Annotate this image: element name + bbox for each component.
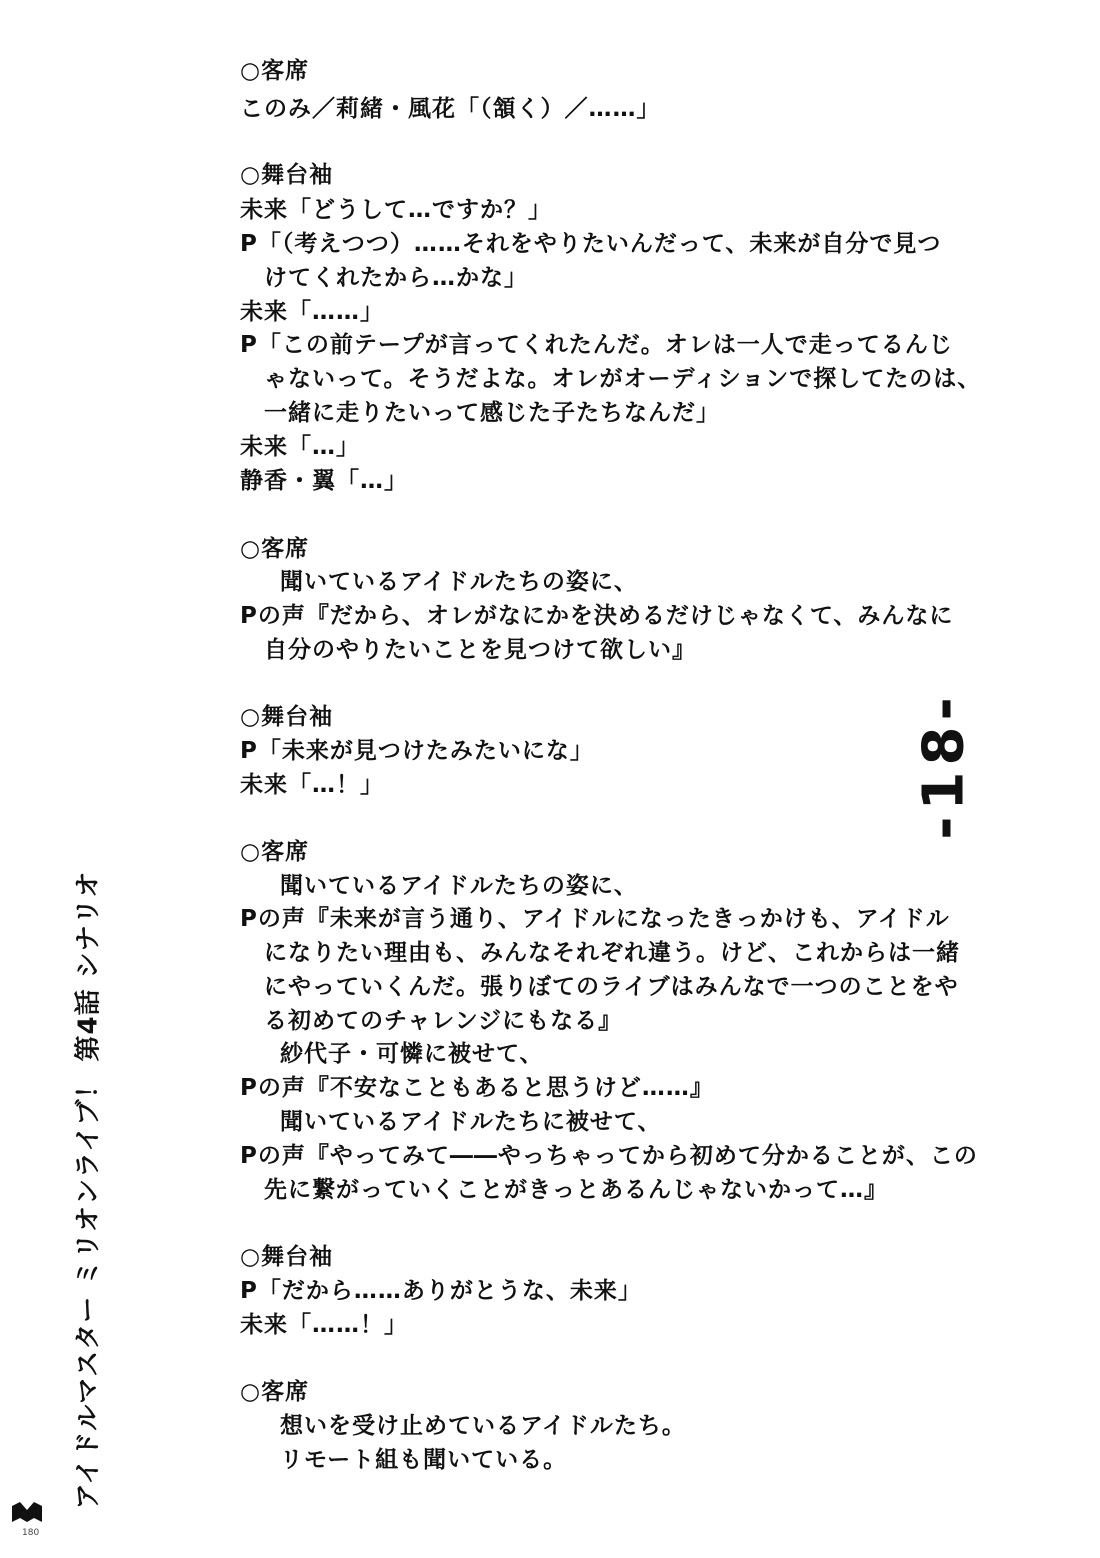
dialogue-line: P「未来が見つけたみたいにな」 — [240, 738, 594, 764]
dialogue-continuation: 自分のやりたいことを見つけて欲しい』 — [264, 637, 696, 663]
scene-heading: ○客席 — [240, 58, 310, 84]
dialogue-line: P「だから……ありがとうな、未来」 — [240, 1278, 642, 1304]
scene-heading: ○舞台袖 — [240, 1244, 334, 1270]
running-title — [56, 870, 116, 1510]
dialogue-line: P「この前テープが言ってくれたんだ。オレは一人で走ってるんじ — [240, 332, 953, 358]
dialogue-line: 静香・翼「…」 — [240, 468, 408, 494]
dialogue-line: P「（考えつつ）……それをやりたいんだって、未来が自分で見つ — [240, 231, 942, 257]
dialogue-line: Pの声『やってみて――やっちゃってから初めて分かることが、この — [240, 1143, 978, 1169]
series-title: アイドルマスター ミリオンライブ！ 第4話 シナリオ — [73, 870, 104, 1510]
dialogue-continuation: 先に繋がっていくことがきっとあるんじゃないかって…』 — [264, 1177, 888, 1203]
scene-heading: ○舞台袖 — [240, 704, 334, 730]
stage-direction: 聞いているアイドルたちの姿に、 — [280, 569, 638, 595]
stage-direction: 想いを受け止めているアイドルたち。 — [280, 1413, 686, 1439]
dialogue-line: 未来「……」 — [240, 299, 384, 325]
scene-heading: ○客席 — [240, 536, 310, 562]
dialogue-line: Pの声『だから、オレがなにかを決めるだけじゃなくて、みんなに — [240, 603, 954, 629]
dialogue-line: Pの声『未来が言う通り、アイドルになったきっかけも、アイドル — [240, 906, 950, 932]
dialogue-line: 未来「…！」 — [240, 772, 384, 798]
corner-logo-icon — [10, 1500, 44, 1528]
dialogue-line: Pの声『不安なこともあると思うけど……』 — [240, 1075, 714, 1101]
dialogue-continuation: にやっていくんだ。張りぼてのライブはみんなで一つのことをや — [264, 974, 959, 1000]
dialogue-continuation: 一緒に走りたいって感じた子たちなんだ」 — [264, 400, 720, 426]
dialogue-continuation: けてくれたから…かな」 — [264, 265, 528, 291]
dialogue-continuation: になりたい理由も、みんなそれぞれ違う。けど、これからは一緒 — [264, 940, 960, 966]
page-number — [904, 690, 984, 840]
corner-page-mark: 180 — [22, 1528, 40, 1538]
stage-direction: 聞いているアイドルたちに被せて、 — [280, 1109, 662, 1135]
dialogue-continuation: ゃないって。そうだよな。オレがオーディションで探してたのは、 — [264, 366, 982, 392]
stage-direction: 紗代子・可憐に被せて、 — [280, 1041, 544, 1067]
dialogue-line: 未来「どうして…ですか？」 — [240, 197, 552, 223]
scene-heading: ○客席 — [240, 839, 310, 865]
scene-heading: ○舞台袖 — [240, 162, 334, 188]
dialogue-line: このみ／莉緒・風花「（頷く）／……」 — [240, 96, 661, 122]
dialogue-line: 未来「…」 — [240, 434, 360, 460]
stage-direction: 聞いているアイドルたちの姿に、 — [280, 873, 638, 899]
page-number-label: -18- — [911, 690, 977, 840]
stage-direction: リモート組も聞いている。 — [280, 1447, 568, 1473]
dialogue-continuation: る初めてのチャレンジにもなる』 — [264, 1008, 623, 1034]
dialogue-line: 未来「……！」 — [240, 1312, 408, 1338]
scene-heading: ○客席 — [240, 1379, 310, 1405]
